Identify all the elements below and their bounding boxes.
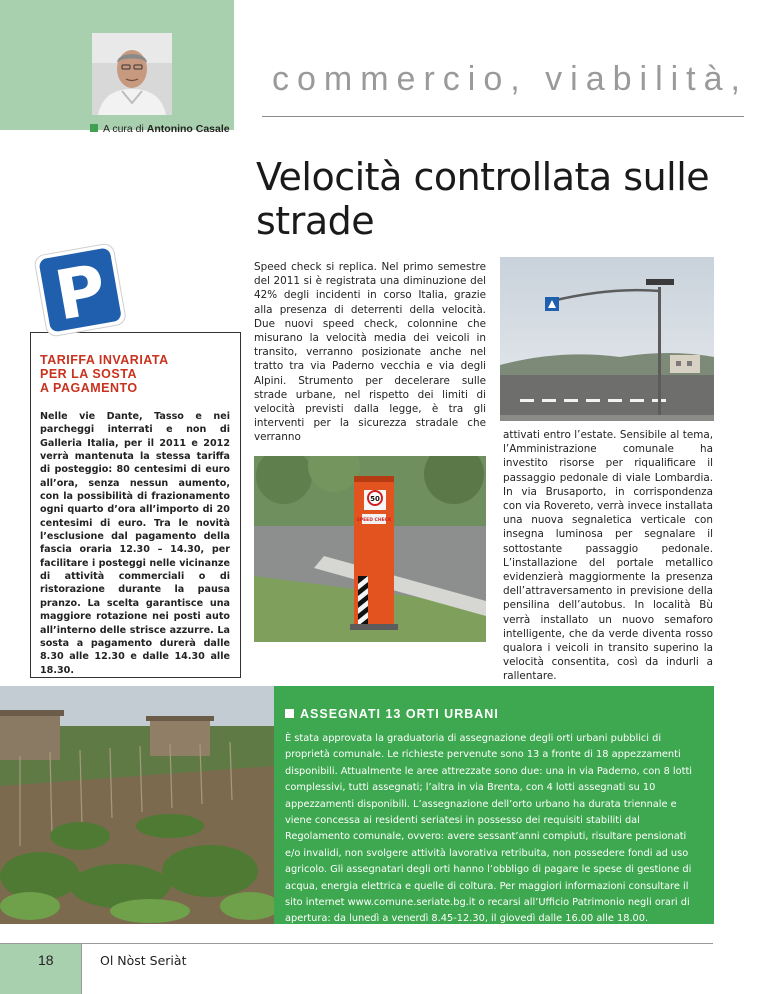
speed-check-label: SPEED CHECK [356, 518, 392, 523]
article-column-2: attivati entro l’estate. Sensibile al tema, l’Amministrazione comunale ha investito risorse per riqualificare il passaggio pedonale di viale Lombardia. In via Brusaporto, in corrispondenza con via Rovereto, verrà invece installata una nuova segnaletica verticale con insegna luminosa per segnalare il sottostante passaggio pedonale. L’installazione del portale metallico evidenzierà maggiormente la presenza dell’attraversamento in previsione della pensilina dell’autobus. In località Bù verrà installato un nuovo semaforo intelligente, che da verde diventa rosso qualora i veicoli in transito superino la velocità consentita, così da indurli a rallentare. [503, 429, 713, 683]
pedestrian-crossing-photo [500, 257, 714, 421]
urban-gardens-title [285, 707, 499, 721]
sidebar-body: Nelle vie Dante, Tasso e nei parcheggi interrati e non di Galleria Italia, per il 2011 e 2012 verrà mantenuta la stessa tariffa di posteggio: 80 centesimi di euro all’ora, senza nessun aumento, con la possibilità di frazionamento ogni quarto d’ora all’importo di 20 centesimi di euro. Tra le novità l’esclusione dal pagamento della fascia oraria 12.30 – 14.30, per facilitare i posteggi nelle vicinanze di attività commerciali o di ristorazione durante la pausa pranzo. La scelta garantisce una maggiore rotazione nei posti auto all’interno delle strisce azzurre. La sosta a pagamento durerà dalle 8.30 alle 12.30 e dalle 14.30 alle 18.30. [40, 411, 230, 676]
header-divider [262, 116, 744, 117]
bullet-square-icon [285, 709, 294, 718]
publication-name: Ol Nòst Seriàt [100, 953, 187, 968]
section-title: commercio, viabilità, [272, 60, 748, 98]
article-title: Velocità controllata sulle strade [256, 155, 710, 243]
parking-sign-icon [30, 239, 130, 339]
urban-gardens-body: È stata approvata la graduatoria di assegnazione degli orti urbani pubblici di proprietà comunale. Le richieste pervenute sono 13 a fronte di 18 appezzamenti disponibili. Attualmente le aree attrezzate sono due: una in via Paderno, con 8 lotti complessivi, tutti assegnati; l’altra in via Brenta, con 4 lotti assegnati su 10 appezzamenti disponibili. L’assegnazione dell’orto urbano ha durata triennale e viene concessa ai residenti seriatesi in possesso dei requisiti stabiliti dal Regolamento comunale, ovvero: avere sessant’anni compiuti, risultare pensionati e/o invalidi, non svolgere attività lavorativa retribuita, non possedere fondi ad uso agricolo. Gli assegnatari degli orti hanno l’obbligo di pagare le spese di gestione di acqua, energia elettrica e quelle di coltura. Per maggiori informazioni consultare il sito internet www.comune.seriate.bg.it o recarsi all’Ufficio Patrimonio negli orari di apertura: da lunedì a venerdì 8.45-12.30, il giovedì dalle 16.00 alle 18.00. [285, 733, 693, 925]
sidebar-title-line: A PAGAMENTO [40, 381, 138, 395]
sidebar-title [40, 353, 230, 395]
footer-divider [0, 943, 713, 944]
author-portrait-photo [92, 33, 172, 115]
byline-author: Antonino Casale [146, 123, 230, 135]
urban-gardens-photo [0, 686, 274, 924]
bullet-square-icon [90, 124, 98, 132]
parking-sign-letter: P [49, 250, 113, 337]
byline [90, 123, 230, 135]
byline-prefix: A cura di [103, 123, 144, 135]
sidebar-title-line: TARIFFA INVARIATA [40, 353, 169, 367]
speed-check-photo [254, 456, 486, 642]
speed-limit-number: 50 [370, 495, 380, 503]
page-number: 18 [38, 952, 54, 968]
footer-vertical-divider [81, 944, 82, 994]
article-column-1: Speed check si replica. Nel primo semestre del 2011 si è registrata una diminuzione del 42% degli incidenti in corso Italia, grazie alla presenza di deterrenti della velocità. Due nuovi speed check, colonnine che misurano la velocità media dei veicoli in transito, verranno posizionate anche nel tratto tra via Paderno vecchia e via degli Alpini. Strumento per decelerare sulle strade urbane, nel rispetto dei limiti di velocità previsti dalla legge, è tra gli interventi per la sicurezza stradale che verranno [254, 261, 486, 444]
urban-gardens-title-text: ASSEGNATI 13 ORTI URBANI [300, 707, 499, 721]
sidebar-title-line: PER LA SOSTA [40, 367, 137, 381]
